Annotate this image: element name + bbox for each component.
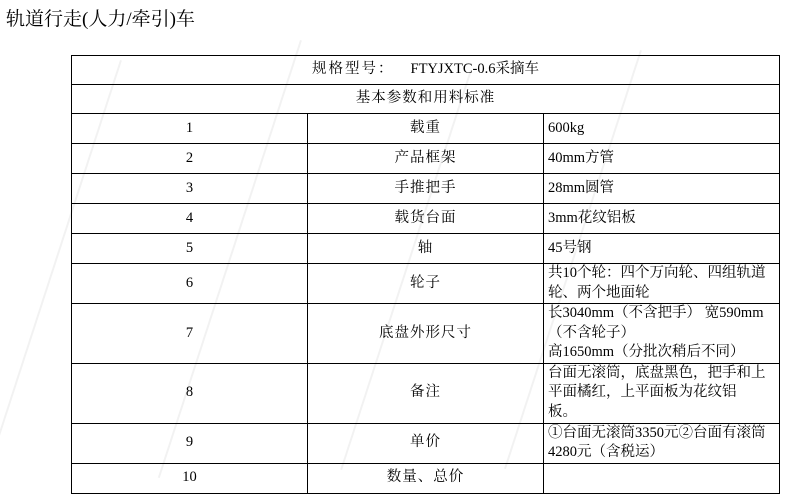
row-name: 单价: [308, 423, 544, 463]
spec-table-container: [71, 55, 780, 494]
row-value: 共10个轮：四个万向轮、四组轨道轮、两个地面轮: [544, 264, 780, 304]
table-row: [72, 204, 780, 234]
table-row: [72, 363, 780, 423]
row-name: 数量、总价: [308, 463, 544, 493]
row-name: 备注: [308, 363, 544, 423]
table-row: [72, 423, 780, 463]
row-name: 产品框架: [308, 144, 544, 174]
row-index: 6: [72, 264, 308, 304]
table-row: [72, 264, 780, 304]
row-name: 载重: [308, 114, 544, 144]
row-value-line-2: 板。: [548, 403, 577, 420]
row-name: 载货台面: [308, 204, 544, 234]
row-name: 底盘外形尺寸: [308, 304, 544, 364]
row-value: ①台面无滚筒3350元②台面有滚筒4280元（含税运）: [544, 423, 780, 463]
row-value: 3mm花纹铝板: [544, 204, 780, 234]
standards-header-cell: [72, 85, 780, 114]
table-row-standards-header: [72, 85, 780, 114]
table-row-model-header: [72, 56, 780, 85]
row-value: 28mm圆管: [544, 174, 780, 204]
row-index: 8: [72, 363, 308, 423]
table-row: [72, 304, 780, 364]
row-value: [544, 363, 780, 423]
model-label: 规格型号：: [312, 61, 395, 78]
model-value: FTYJXTC-0.6采摘车: [410, 61, 539, 78]
row-index: 9: [72, 423, 308, 463]
table-row: [72, 463, 780, 493]
table-row: [72, 174, 780, 204]
row-value: 40mm方管: [544, 144, 780, 174]
row-name: 轴: [308, 234, 544, 264]
row-name: 轮子: [308, 264, 544, 304]
page-title: 轨道行走(人力/牵引)车: [6, 9, 195, 30]
row-name: 手推把手: [308, 174, 544, 204]
table-row: [72, 234, 780, 264]
row-index: 5: [72, 234, 308, 264]
model-header-cell: [72, 56, 780, 85]
row-index: 1: [72, 114, 308, 144]
row-index: 10: [72, 463, 308, 493]
table-row: [72, 114, 780, 144]
row-index: 2: [72, 144, 308, 174]
table-row: [72, 144, 780, 174]
row-value-line-1: 长3040mm（不含把手） 宽590mm（不含轮子）: [548, 305, 764, 341]
row-index: 3: [72, 174, 308, 204]
row-value-line-1: 台面无滚筒，底盘黑色，把手和上平面橘红，上平面板为花纹铝: [548, 364, 766, 401]
row-value-line-2: 高1650mm（分批次稍后不同）: [548, 344, 745, 361]
spec-table: [71, 55, 780, 494]
standards-header-text: 基本参数和用料标准: [355, 90, 496, 107]
row-value: [544, 463, 780, 493]
row-value: 600kg: [544, 114, 780, 144]
row-value: 45号钢: [544, 234, 780, 264]
row-value: [544, 304, 780, 364]
row-index: 4: [72, 204, 308, 234]
row-index: 7: [72, 304, 308, 364]
